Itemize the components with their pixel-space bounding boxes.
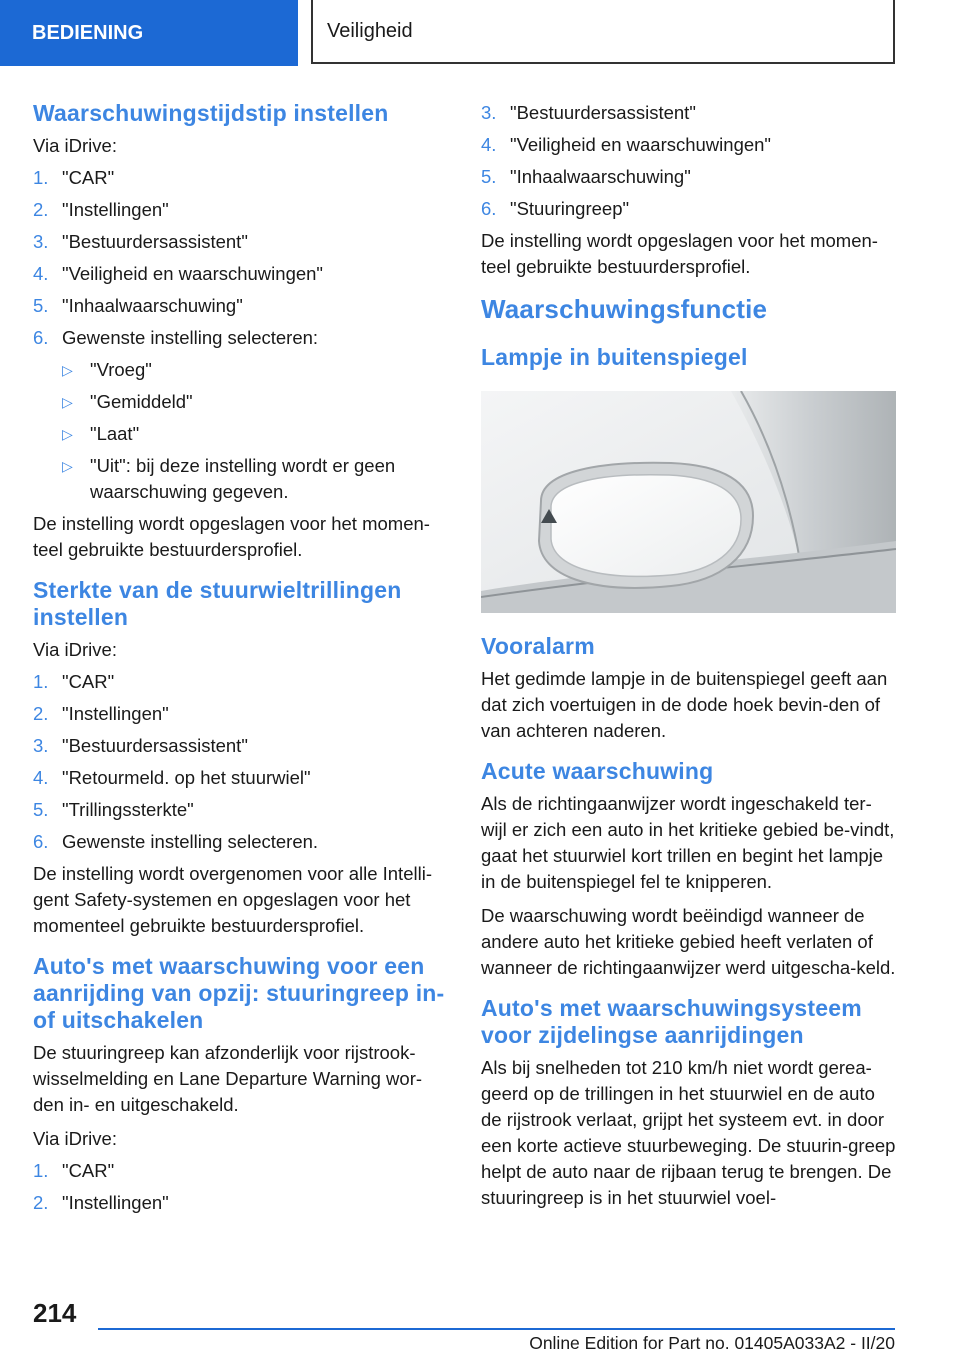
list-text: "Instellingen" xyxy=(62,1192,169,1213)
list-number: 1. xyxy=(33,671,49,692)
side-mirror-image xyxy=(481,391,896,613)
list-text: "Bestuurdersassistent" xyxy=(510,102,696,123)
heading-side-collision: Auto's met waarschuwing voor een aanrijding van opzij: stuuringreep in- of uitschakelen xyxy=(33,953,445,1033)
list-number: 3. xyxy=(33,735,49,756)
heading-side-collision-system: Auto's met waarschuwingsysteem voor zijdelingse aanrijdingen xyxy=(481,995,862,1048)
page-number: 214 xyxy=(33,1298,77,1328)
paragraph: De instelling wordt overgenomen voor alle Intelli‐gent Safety-systemen en opgeslagen voor het momenteel gebruikte bestuurdersprofiel. xyxy=(33,863,432,936)
list-text: "Veiligheid en waarschuwingen" xyxy=(62,263,323,284)
paragraph: De waarschuwing wordt beëindigd wanneer de andere auto het kritieke gebied heeft verlaten of wanneer de richtingaanwijzer werd uitgescha‐keld. xyxy=(481,905,896,978)
chapter-header xyxy=(311,0,895,64)
list-text: "Instellingen" xyxy=(62,703,169,724)
paragraph: Als de richtingaanwijzer wordt ingeschakeld ter‐wijl er zich een auto in het kritieke gebied be‐vindt, gaat het stuurwiel kort trillen en begint het lampje in de buitenspiegel fel te knipperen. xyxy=(481,793,895,892)
list-number: 1. xyxy=(33,1160,49,1181)
list-text: Gewenste instelling selecteren. xyxy=(62,831,319,852)
footer-divider xyxy=(98,1328,895,1330)
paragraph: Het gedimde lampje in de buitenspiegel geeft aan dat zich voertuigen in de dode hoek bevin‐den of van achteren naderen. xyxy=(481,668,888,741)
list-text: "CAR" xyxy=(62,1160,115,1181)
list-item xyxy=(481,164,896,190)
list-item xyxy=(33,701,448,727)
steps-list-2 xyxy=(33,669,448,855)
section-title: BEDIENING xyxy=(32,21,144,44)
list-number: 2. xyxy=(33,703,49,724)
list-text: "Trillingssterkte" xyxy=(62,799,194,820)
paragraph: De stuuringreep kan afzonderlijk voor rijstrook‐wisselmelding en Lane Departure Warning wor‐den in- en uitgeschakeld. xyxy=(33,1042,423,1115)
list-item xyxy=(33,229,448,255)
via-idrive-label: Via iDrive: xyxy=(33,1128,117,1149)
heading-warning-function: Waarschuwingsfunctie xyxy=(481,294,768,324)
right-column xyxy=(481,100,896,1211)
steps-list-1 xyxy=(33,165,448,505)
list-number: 2. xyxy=(33,199,49,220)
list-item xyxy=(481,132,896,158)
list-text: "Retourmeld. op het stuurwiel" xyxy=(62,767,311,788)
list-item xyxy=(33,165,448,191)
triangle-bullet-icon: ▷ xyxy=(62,458,73,474)
list-number: 5. xyxy=(33,295,49,316)
steps-list-3 xyxy=(33,1158,448,1216)
list-text: "Stuuringreep" xyxy=(510,198,630,219)
list-item xyxy=(481,100,896,126)
list-item xyxy=(33,829,448,855)
list-number: 4. xyxy=(33,263,49,284)
sublist-item xyxy=(62,453,448,505)
sublist-text: "Laat" xyxy=(90,423,140,444)
list-item xyxy=(33,1190,448,1216)
list-text: "CAR" xyxy=(62,671,115,692)
list-text: "Veiligheid en waarschuwingen" xyxy=(510,134,771,155)
via-idrive-label: Via iDrive: xyxy=(33,639,117,660)
sublist-text: "Vroeg" xyxy=(90,359,152,380)
edition-note: Online Edition for Part no. 01405A033A2 - II/20 xyxy=(529,1333,895,1353)
list-number: 5. xyxy=(33,799,49,820)
paragraph: De instelling wordt opgeslagen voor het momen‐teel gebruikte bestuurdersprofiel. xyxy=(33,513,430,560)
list-number: 6. xyxy=(481,198,497,219)
chapter-title: Veiligheid xyxy=(327,19,413,42)
triangle-bullet-icon: ▷ xyxy=(62,426,73,442)
list-item xyxy=(481,196,896,222)
left-column xyxy=(33,100,448,1222)
list-text: "Instellingen" xyxy=(62,199,169,220)
paragraph: De instelling wordt opgeslagen voor het momen‐teel gebruikte bestuurdersprofiel. xyxy=(481,230,878,277)
list-item xyxy=(33,765,448,791)
sublist-item xyxy=(62,389,448,415)
triangle-bullet-icon: ▷ xyxy=(62,394,73,410)
sublist-text: "Gemiddeld" xyxy=(90,391,193,412)
heading-warning-time: Waarschuwingstijdstip instellen xyxy=(33,100,389,126)
list-item xyxy=(33,733,448,759)
heading-mirror-lamp: Lampje in buitenspiegel xyxy=(481,344,748,370)
option-sublist xyxy=(62,357,448,505)
list-text: "Bestuurdersassistent" xyxy=(62,735,248,756)
list-number: 3. xyxy=(481,102,497,123)
steps-list-4 xyxy=(481,100,896,222)
list-item xyxy=(33,325,448,505)
list-item xyxy=(33,197,448,223)
sublist-item xyxy=(62,357,448,383)
list-number: 4. xyxy=(481,134,497,155)
sublist-item xyxy=(62,421,448,447)
list-number: 6. xyxy=(33,327,49,348)
heading-acute-warning: Acute waarschuwing xyxy=(481,758,714,784)
list-number: 5. xyxy=(481,166,497,187)
list-item xyxy=(33,261,448,287)
list-text: "Bestuurdersassistent" xyxy=(62,231,248,252)
list-number: 4. xyxy=(33,767,49,788)
list-item xyxy=(33,293,448,319)
triangle-bullet-icon: ▷ xyxy=(62,362,73,378)
list-text: "CAR" xyxy=(62,167,115,188)
list-text: "Inhaalwaarschuwing" xyxy=(62,295,243,316)
list-item xyxy=(33,1158,448,1184)
paragraph: Als bij snelheden tot 210 km/h niet wordt gerea‐geerd op de trillingen in het stuurwiel en de auto de rijstrook verlaat, grijpt het systeem evt. in door een korte actieve stuurbeweging. De stuurin‐greep helpt de auto naar de rijbaan terug te brengen. De stuuringreep is in het stuurwiel voel‐ xyxy=(481,1057,896,1208)
via-idrive-label: Via iDrive: xyxy=(33,135,117,156)
list-text: "Inhaalwaarschuwing" xyxy=(510,166,691,187)
list-item xyxy=(33,669,448,695)
heading-pre-alarm: Vooralarm xyxy=(481,633,595,659)
list-number: 2. xyxy=(33,1192,49,1213)
list-item xyxy=(33,797,448,823)
list-number: 1. xyxy=(33,167,49,188)
list-text: Gewenste instelling selecteren: xyxy=(62,327,319,348)
heading-vibration-strength: Sterkte van de stuurwieltrillingen instellen xyxy=(33,577,402,630)
mirror-illustration xyxy=(481,391,896,613)
list-number: 3. xyxy=(33,231,49,252)
list-number: 6. xyxy=(33,831,49,852)
sublist-text: "Uit": bij deze instelling wordt er geen waarschuwing gegeven. xyxy=(90,455,396,502)
section-tab xyxy=(0,0,298,66)
